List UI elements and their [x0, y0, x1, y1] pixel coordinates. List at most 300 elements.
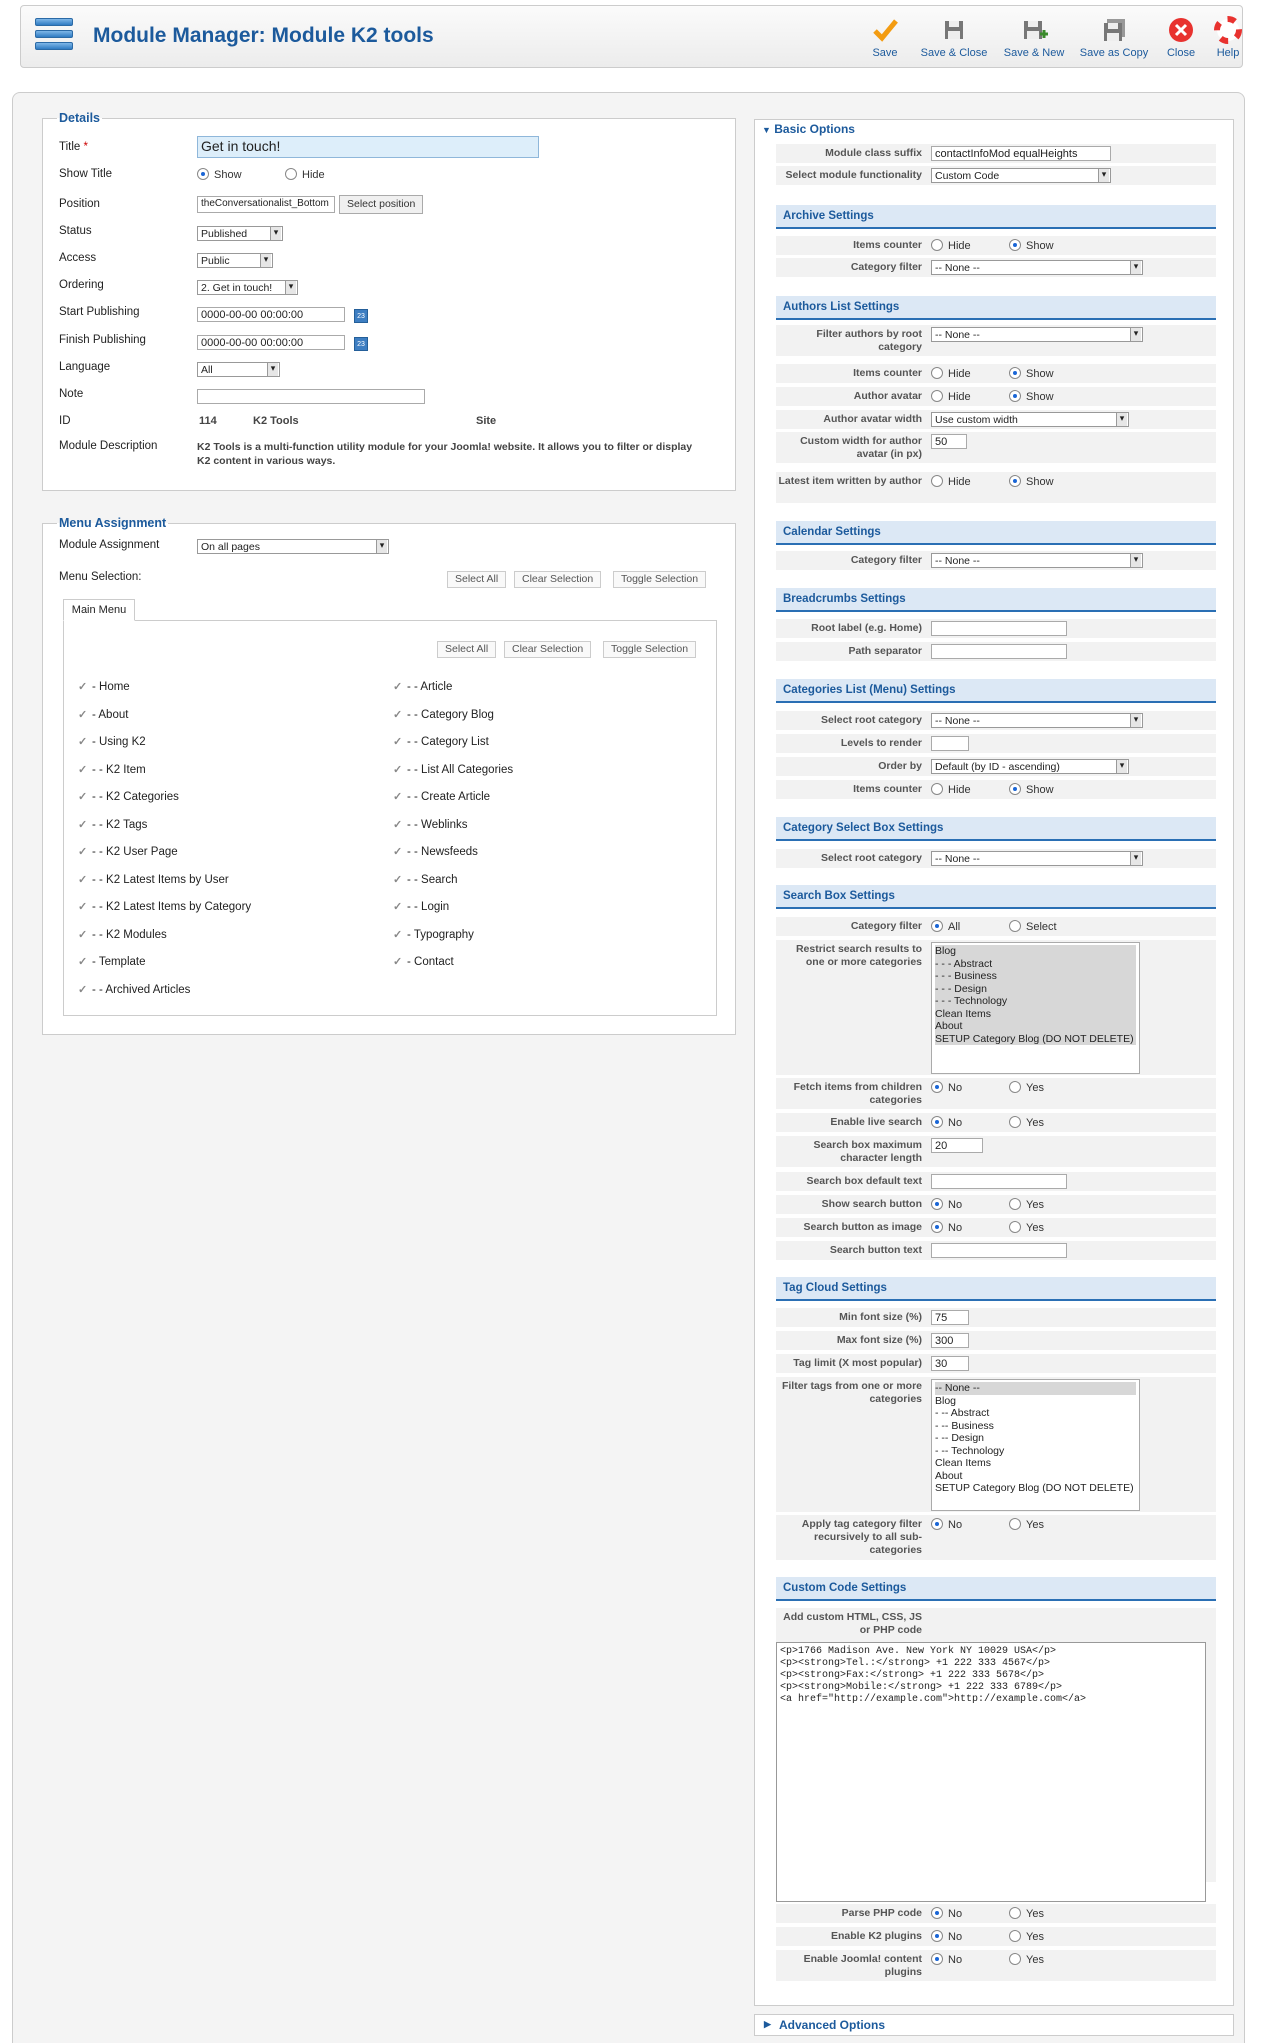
menu-item-label: - About — [92, 708, 129, 721]
catlist-root-category-select[interactable]: -- None -- ▾ — [931, 713, 1143, 728]
radio-icon — [931, 239, 943, 251]
list-option[interactable]: - - - Design — [935, 983, 1136, 996]
language-label: Language — [59, 361, 111, 373]
field-label: Fetch items from children categories — [793, 1081, 922, 1106]
save-copy-button[interactable]: Save as Copy — [1079, 16, 1149, 59]
start-publishing-input[interactable]: 0000-00-00 00:00:00 — [197, 307, 345, 322]
menu-selection-label: Menu Selection: — [59, 571, 142, 583]
section-calendar-settings: Calendar Settings — [776, 521, 1216, 545]
checkbox-icon: ✓ — [78, 818, 88, 831]
menu-item-checkbox[interactable] — [393, 735, 489, 748]
calendar-icon[interactable]: 23 — [354, 337, 368, 351]
field-label: Search button as image — [803, 1221, 922, 1233]
radio-icon — [931, 1198, 943, 1210]
list-option[interactable]: - -- Business — [935, 1419, 994, 1432]
archive-items-counter-show-radio[interactable] — [1009, 239, 1054, 252]
select-position-button[interactable]: Select position — [339, 195, 423, 214]
menu-item-label: - - Search — [407, 873, 458, 886]
radio-label: Yes — [1026, 1954, 1044, 1966]
radio-label: Yes — [1026, 1931, 1044, 1943]
basic-options-header[interactable]: ▼ Basic Options — [762, 122, 855, 136]
menu-item-checkbox[interactable] — [393, 928, 474, 941]
menu-item-label: - - K2 Tags — [92, 818, 148, 831]
radio-label: Show — [1026, 784, 1054, 796]
parse-php-yes-radio[interactable] — [1009, 1907, 1044, 1920]
finish-publishing-label: Finish Publishing — [59, 334, 146, 346]
radio-icon — [1009, 1907, 1021, 1919]
max-font-size-input[interactable]: 300 — [931, 1333, 969, 1348]
custom-avatar-width-input[interactable]: 50 — [931, 434, 967, 449]
menu-item-checkbox[interactable] — [78, 845, 178, 858]
radio-label: Show — [1026, 368, 1054, 380]
field-label: Latest item written by author — [778, 475, 922, 487]
radio-label: No — [948, 1082, 963, 1094]
radio-label: Yes — [1026, 1222, 1044, 1234]
tag-limit-input[interactable]: 30 — [931, 1356, 969, 1371]
checkbox-icon: ✓ — [78, 846, 88, 858]
field-label: Select root category — [821, 852, 922, 864]
field-label: Select module functionality — [785, 169, 922, 181]
avatar-width-select[interactable]: Use custom width ▾ — [931, 412, 1129, 427]
radio-icon — [1009, 1930, 1021, 1942]
levels-to-render-input[interactable] — [931, 736, 969, 751]
tab-select-all-button[interactable]: Select All — [437, 641, 496, 658]
radio-icon — [1009, 1081, 1021, 1093]
checkbox-icon: ✓ — [78, 956, 88, 968]
show-title-show-radio[interactable]: Show — [197, 168, 242, 181]
clear-selection-button[interactable]: Clear Selection — [514, 571, 601, 588]
ordering-label: Ordering — [59, 279, 104, 291]
radio-label: All — [948, 921, 961, 933]
radio-icon — [931, 1221, 943, 1233]
field-label: Search button text — [829, 1244, 922, 1256]
live-search-yes-radio[interactable] — [1009, 1116, 1044, 1129]
radio-icon — [931, 1518, 943, 1530]
list-option[interactable]: Blog — [935, 945, 1136, 958]
checkbox-icon: ✓ — [393, 708, 403, 721]
menu-item-label: - - Category List — [407, 736, 489, 748]
checkbox-icon: ✓ — [78, 681, 88, 693]
module-manager-icon — [35, 18, 73, 56]
chevron-right-icon: ▶ — [764, 2019, 771, 2029]
list-option[interactable]: About — [935, 1020, 1136, 1033]
field-label: Filter authors by root category — [816, 328, 922, 353]
position-label: Position — [59, 198, 100, 210]
radio-icon — [1009, 367, 1021, 379]
radio-icon — [1009, 920, 1021, 932]
radio-icon — [931, 367, 943, 379]
show-title-hide-radio[interactable]: Hide — [285, 168, 325, 181]
menu-item-checkbox[interactable] — [78, 790, 179, 803]
save-button[interactable]: Save — [850, 16, 920, 59]
catselect-root-category-select[interactable]: -- None -- ▾ — [931, 851, 1143, 866]
list-option[interactable]: Clean Items — [935, 1457, 992, 1469]
radio-label: No — [948, 1908, 963, 1920]
list-option[interactable]: Clean Items — [935, 1008, 1136, 1021]
radio-icon — [1009, 1953, 1021, 1965]
radio-label: No — [948, 1222, 963, 1234]
field-label: Add custom HTML, CSS, JS or PHP code — [783, 1611, 922, 1636]
menu-item-label: - - Weblinks — [407, 818, 468, 831]
radio-label: Yes — [1026, 1519, 1044, 1531]
joomla-plugins-yes-radio[interactable] — [1009, 1953, 1044, 1966]
menu-item-checkbox[interactable] — [78, 900, 251, 913]
menu-item-label: - Using K2 — [92, 736, 146, 748]
restrict-categories-list[interactable] — [931, 942, 1140, 1074]
radio-icon — [1009, 783, 1021, 795]
module-assignment-select[interactable]: On all pages ▾ — [197, 539, 389, 554]
menu-item-label: - - K2 User Page — [92, 846, 178, 858]
checkbox-icon: ✓ — [78, 901, 88, 913]
checkbox-icon: ✓ — [393, 736, 403, 748]
radio-label: No — [948, 1931, 963, 1943]
field-label: Levels to render — [840, 737, 922, 749]
radio-label: No — [948, 1954, 963, 1966]
save-close-button[interactable]: Save & Close — [919, 16, 989, 59]
list-option[interactable]: - - - Technology — [935, 995, 1136, 1008]
radio-icon — [931, 390, 943, 402]
field-label: Show search button — [821, 1198, 922, 1210]
order-by-select[interactable]: Default (by ID - ascending) ▾ — [931, 759, 1129, 774]
menu-item-checkbox[interactable] — [78, 763, 146, 776]
checkbox-icon: ✓ — [78, 983, 88, 996]
list-option[interactable]: - -- Technology — [935, 1444, 1005, 1457]
menu-assignment-legend: Menu Assignment — [59, 516, 167, 530]
search-button-text-input[interactable] — [931, 1243, 1067, 1258]
field-label: Enable live search — [830, 1116, 922, 1128]
calendar-category-filter-select[interactable]: -- None -- ▾ — [931, 553, 1143, 568]
section-tag-cloud: Tag Cloud Settings — [776, 1277, 1216, 1301]
details-legend: Details — [59, 111, 100, 125]
apply-tag-filter-no-radio[interactable] — [931, 1518, 962, 1531]
radio-icon — [1009, 1221, 1021, 1233]
radio-label: Yes — [1026, 1117, 1044, 1129]
min-font-size-input[interactable]: 75 — [931, 1310, 969, 1325]
help-button[interactable]: Help — [1193, 16, 1263, 59]
tab-clear-selection-button[interactable]: Clear Selection — [504, 641, 591, 658]
title-label: Title * — [59, 141, 88, 153]
checkbox-icon: ✓ — [393, 763, 403, 776]
radio-label: Yes — [1026, 1908, 1044, 1920]
checkbox-icon: ✓ — [393, 928, 403, 941]
radio-label: Yes — [1026, 1082, 1044, 1094]
list-option[interactable]: - - - Abstract — [935, 958, 1136, 971]
menu-item-label: - - K2 Item — [92, 763, 146, 776]
close-button[interactable]: Close — [1146, 16, 1216, 59]
menu-item-label: - - K2 Modules — [92, 928, 167, 941]
close-icon — [1167, 16, 1195, 44]
radio-icon — [1009, 475, 1021, 487]
menu-item-checkbox[interactable] — [78, 735, 146, 748]
section-category-select-box: Category Select Box Settings — [776, 817, 1216, 841]
help-lifebuoy-icon — [1214, 16, 1242, 44]
field-label: Items counter — [853, 239, 922, 251]
radio-label: Hide — [948, 391, 971, 403]
field-label: Category filter — [850, 554, 922, 566]
field-label: Order by — [878, 760, 922, 772]
section-search-box: Search Box Settings — [776, 885, 1216, 909]
module-assignment-label: Module Assignment — [59, 539, 160, 551]
checkbox-icon: ✓ — [393, 791, 403, 803]
radio-label: No — [948, 1117, 963, 1129]
menu-item-checkbox[interactable] — [393, 708, 494, 721]
radio-icon — [1009, 390, 1021, 402]
archive-category-filter-select[interactable]: -- None -- ▾ — [931, 260, 1143, 275]
advanced-options-header[interactable]: ▶ Advanced Options — [754, 2014, 1234, 2036]
field-label: Custom width for author avatar (in px) — [800, 435, 922, 460]
show-title-label: Show Title — [59, 168, 113, 180]
root-label-input[interactable] — [931, 621, 1067, 636]
menu-item-label: - - K2 Latest Items by Category — [92, 901, 252, 913]
module-class-suffix-input[interactable]: contactInfoMod equalHeights — [931, 146, 1111, 161]
note-input[interactable] — [197, 389, 425, 404]
menu-item-checkbox[interactable] — [78, 818, 147, 831]
radio-label: Select — [1026, 921, 1057, 933]
menu-tab-panel — [63, 620, 717, 1016]
menu-item-checkbox[interactable] — [393, 900, 449, 913]
menu-item-checkbox[interactable] — [393, 763, 513, 776]
menu-item-label: - - Create Article — [407, 791, 491, 803]
parse-php-no-radio[interactable] — [931, 1907, 962, 1920]
start-publishing-label: Start Publishing — [59, 306, 140, 318]
field-label: Author avatar width — [823, 413, 922, 425]
field-label: Min font size (%) — [839, 1311, 922, 1323]
radio-icon — [931, 1081, 943, 1093]
radio-icon — [1009, 1518, 1021, 1530]
catlist-items-counter-hide-radio[interactable] — [931, 783, 971, 796]
field-label: Module class suffix — [825, 147, 922, 159]
field-label: Items counter — [853, 783, 922, 795]
radio-label: Show — [1026, 391, 1054, 403]
latest-item-show-radio[interactable] — [1009, 475, 1054, 488]
k2-plugins-yes-radio[interactable] — [1009, 1930, 1044, 1943]
k2-plugins-no-radio[interactable] — [931, 1930, 962, 1943]
language-select[interactable]: All ▾ — [197, 362, 280, 377]
list-option[interactable]: About — [935, 1469, 963, 1482]
fetch-children-no-radio[interactable] — [931, 1081, 962, 1094]
author-avatar-show-radio[interactable] — [1009, 390, 1054, 403]
radio-label: Show — [1026, 476, 1054, 488]
radio-icon — [1009, 1198, 1021, 1210]
menu-item-checkbox[interactable] — [393, 790, 490, 803]
calendar-icon[interactable]: 23 — [354, 309, 368, 323]
section-archive-settings: Archive Settings — [776, 205, 1216, 229]
field-label: Enable Joomla! content plugins — [803, 1953, 922, 1978]
menu-item-checkbox[interactable] — [393, 955, 454, 968]
field-label: Path separator — [848, 645, 922, 657]
radio-icon — [931, 475, 943, 487]
tab-main-menu[interactable]: Main Menu — [63, 599, 135, 621]
save-new-button[interactable]: Save & New — [999, 16, 1069, 59]
title-input[interactable]: Get in touch! — [197, 136, 539, 158]
module-description-label: Module Description — [59, 440, 158, 452]
field-label: Author avatar — [853, 390, 922, 402]
menu-item-label: - - Login — [407, 901, 450, 913]
checkbox-icon: ✓ — [78, 708, 88, 721]
radio-label: Show — [1026, 240, 1054, 252]
checkbox-icon: ✓ — [78, 791, 88, 803]
tab-toggle-selection-button[interactable]: Toggle Selection — [603, 641, 696, 658]
field-label: Category filter — [850, 920, 922, 932]
list-option[interactable]: - - - Business — [935, 970, 1136, 983]
checkbox-icon: ✓ — [393, 818, 403, 831]
search-button-image-yes-radio[interactable] — [1009, 1221, 1044, 1234]
menu-item-checkbox[interactable] — [78, 983, 190, 996]
checkbox-icon: ✓ — [78, 873, 88, 886]
position-input[interactable]: theConversationalist_Bottom — [197, 196, 335, 213]
module-name: K2 Tools — [253, 415, 299, 427]
authors-items-counter-hide-radio[interactable] — [931, 367, 971, 380]
custom-code-textarea[interactable]: <p>1766 Madison Ave. New York NY 10029 USA</p> <p><strong>Tel.:</strong> +1 222 333 4567</p> <p><strong>Fax:</strong> +1 222 333 5678</p> <p><strong>Mobile:</strong> +1 222 333 6789</p> <a href="http://example.com">http://example.com</a> — [776, 1642, 1206, 1902]
section-custom-code: Custom Code Settings — [776, 1577, 1216, 1601]
field-label: Restrict search results to one or more categories — [795, 943, 922, 968]
checkbox-icon: ✓ — [78, 736, 88, 748]
search-max-length-input[interactable]: 20 — [931, 1138, 983, 1153]
checkbox-icon: ✓ — [393, 956, 403, 968]
menu-item-label: - - Newsfeeds — [407, 846, 478, 858]
field-label: Enable K2 plugins — [830, 1930, 922, 1942]
finish-publishing-input[interactable]: 0000-00-00 00:00:00 — [197, 335, 345, 350]
menu-item-checkbox[interactable] — [78, 680, 130, 693]
menu-item-checkbox[interactable] — [393, 818, 468, 831]
toggle-selection-button[interactable]: Toggle Selection — [613, 571, 706, 588]
menu-item-label: - Contact — [407, 956, 454, 968]
list-option[interactable]: SETUP Category Blog (DO NOT DELETE) — [935, 1033, 1136, 1046]
field-label: Search box default text — [806, 1175, 922, 1187]
floppy-icon — [940, 16, 968, 44]
details-fieldset — [42, 111, 736, 491]
menu-item-label: - - Archived Articles — [92, 983, 191, 996]
search-default-text-input[interactable] — [931, 1174, 1067, 1189]
live-search-no-radio[interactable] — [931, 1116, 962, 1129]
checkbox-icon: ✓ — [78, 928, 88, 941]
module-functionality-select[interactable]: Custom Code ▾ — [931, 168, 1111, 183]
authors-items-counter-show-radio[interactable] — [1009, 367, 1054, 380]
checkbox-icon: ✓ — [393, 846, 403, 858]
note-label: Note — [59, 388, 84, 400]
menu-item-label: - Template — [92, 956, 146, 968]
menu-item-label: - - K2 Categories — [92, 791, 179, 803]
checkbox-icon: ✓ — [78, 763, 88, 776]
chevron-down-icon: ▼ — [762, 125, 771, 135]
radio-icon — [931, 920, 943, 932]
fetch-children-yes-radio[interactable] — [1009, 1081, 1044, 1094]
list-option[interactable]: Blog — [935, 1394, 957, 1407]
section-authors-list: Authors List Settings — [776, 296, 1216, 320]
toolbar — [20, 5, 1243, 68]
ordering-select[interactable]: 2. Get in touch! ▾ — [197, 280, 298, 295]
checkbox-icon: ✓ — [393, 681, 403, 693]
radio-label: Hide — [948, 240, 971, 252]
select-all-button[interactable]: Select All — [447, 571, 506, 588]
filter-tags-categories-list[interactable] — [931, 1379, 1140, 1511]
id-value: 114 — [199, 415, 217, 427]
page-title: Module Manager: Module K2 tools — [93, 24, 434, 47]
radio-label: Hide — [948, 368, 971, 380]
path-separator-input[interactable] — [931, 644, 1067, 659]
joomla-plugins-no-radio[interactable] — [931, 1953, 962, 1966]
authors-root-category-select[interactable]: -- None -- ▾ — [931, 327, 1143, 342]
field-label: Parse PHP code — [841, 1907, 922, 1919]
list-option[interactable]: SETUP Category Blog (DO NOT DELETE) — [935, 1482, 1134, 1494]
radio-label: Yes — [1026, 1199, 1044, 1211]
menu-item-label: - Typography — [407, 928, 474, 941]
list-option[interactable]: - -- Abstract — [935, 1407, 990, 1419]
field-label: Tag limit (X most popular) — [793, 1357, 922, 1369]
access-select[interactable]: Public ▾ — [197, 253, 273, 268]
section-breadcrumbs-settings: Breadcrumbs Settings — [776, 588, 1216, 612]
menu-item-checkbox[interactable] — [78, 955, 145, 968]
field-label: Category filter — [850, 261, 922, 273]
radio-label: Hide — [948, 476, 971, 488]
menu-item-checkbox[interactable] — [78, 873, 229, 886]
menu-item-checkbox[interactable] — [78, 708, 128, 721]
search-category-filter-all-radio[interactable] — [931, 920, 960, 933]
field-label: Select root category — [821, 714, 922, 726]
menu-item-label: - - List All Categories — [407, 763, 514, 776]
show-search-button-yes-radio[interactable] — [1009, 1198, 1044, 1211]
field-label: Search box maximum character length — [813, 1139, 922, 1164]
menu-item-label: - - K2 Latest Items by User — [92, 873, 229, 886]
search-button-image-no-radio[interactable] — [931, 1221, 962, 1234]
radio-label: Hide — [948, 784, 971, 796]
search-category-filter-select-radio[interactable] — [1009, 920, 1057, 933]
access-label: Access — [59, 252, 97, 264]
author-avatar-hide-radio[interactable] — [931, 390, 971, 403]
field-label: Apply tag category filter recursively to all sub-categories — [801, 1518, 922, 1556]
menu-item-checkbox[interactable] — [393, 873, 458, 886]
field-label: Filter tags from one or more categories — [781, 1380, 922, 1405]
checkbox-icon: ✓ — [393, 901, 403, 913]
checkbox-icon: ✓ — [393, 873, 403, 886]
checkmark-icon — [871, 16, 899, 44]
field-label: Items counter — [853, 367, 922, 379]
menu-item-label: - Home — [92, 681, 130, 693]
status-label: Status — [59, 225, 92, 237]
radio-icon — [931, 1907, 943, 1919]
field-label: Max font size (%) — [836, 1334, 922, 1346]
show-search-button-no-radio[interactable] — [931, 1198, 962, 1211]
list-option[interactable]: - -- Design — [935, 1432, 985, 1444]
floppy-plus-icon — [1020, 16, 1048, 44]
radio-icon — [931, 1930, 943, 1942]
radio-icon — [1009, 239, 1021, 251]
archive-items-counter-hide-radio[interactable] — [931, 239, 971, 252]
menu-item-checkbox[interactable] — [393, 845, 478, 858]
field-label: Root label (e.g. Home) — [811, 622, 922, 634]
apply-tag-filter-yes-radio[interactable] — [1009, 1518, 1044, 1531]
menu-item-checkbox[interactable] — [78, 928, 167, 941]
floppy-copy-icon — [1100, 16, 1128, 44]
radio-icon — [1009, 1116, 1021, 1128]
radio-label: No — [948, 1199, 963, 1211]
status-select[interactable]: Published ▾ — [197, 226, 283, 241]
radio-icon — [931, 1116, 943, 1128]
radio-icon — [931, 1953, 943, 1965]
client-site: Site — [476, 415, 497, 427]
radio-label: No — [948, 1519, 963, 1531]
section-categories-list: Categories List (Menu) Settings — [776, 679, 1216, 703]
list-option[interactable]: -- None -- — [935, 1382, 1136, 1395]
id-label: ID — [59, 415, 71, 427]
latest-item-hide-radio[interactable] — [931, 475, 971, 488]
menu-item-label: - - Category Blog — [407, 708, 494, 721]
radio-icon — [931, 783, 943, 795]
menu-item-label: - - Article — [407, 681, 453, 693]
module-description: K2 Tools is a multi-function utility module for your Joomla! website. It allows you to filter or display K2 content in various ways. — [197, 441, 693, 467]
menu-item-checkbox[interactable] — [393, 680, 452, 693]
catlist-items-counter-show-radio[interactable] — [1009, 783, 1054, 796]
